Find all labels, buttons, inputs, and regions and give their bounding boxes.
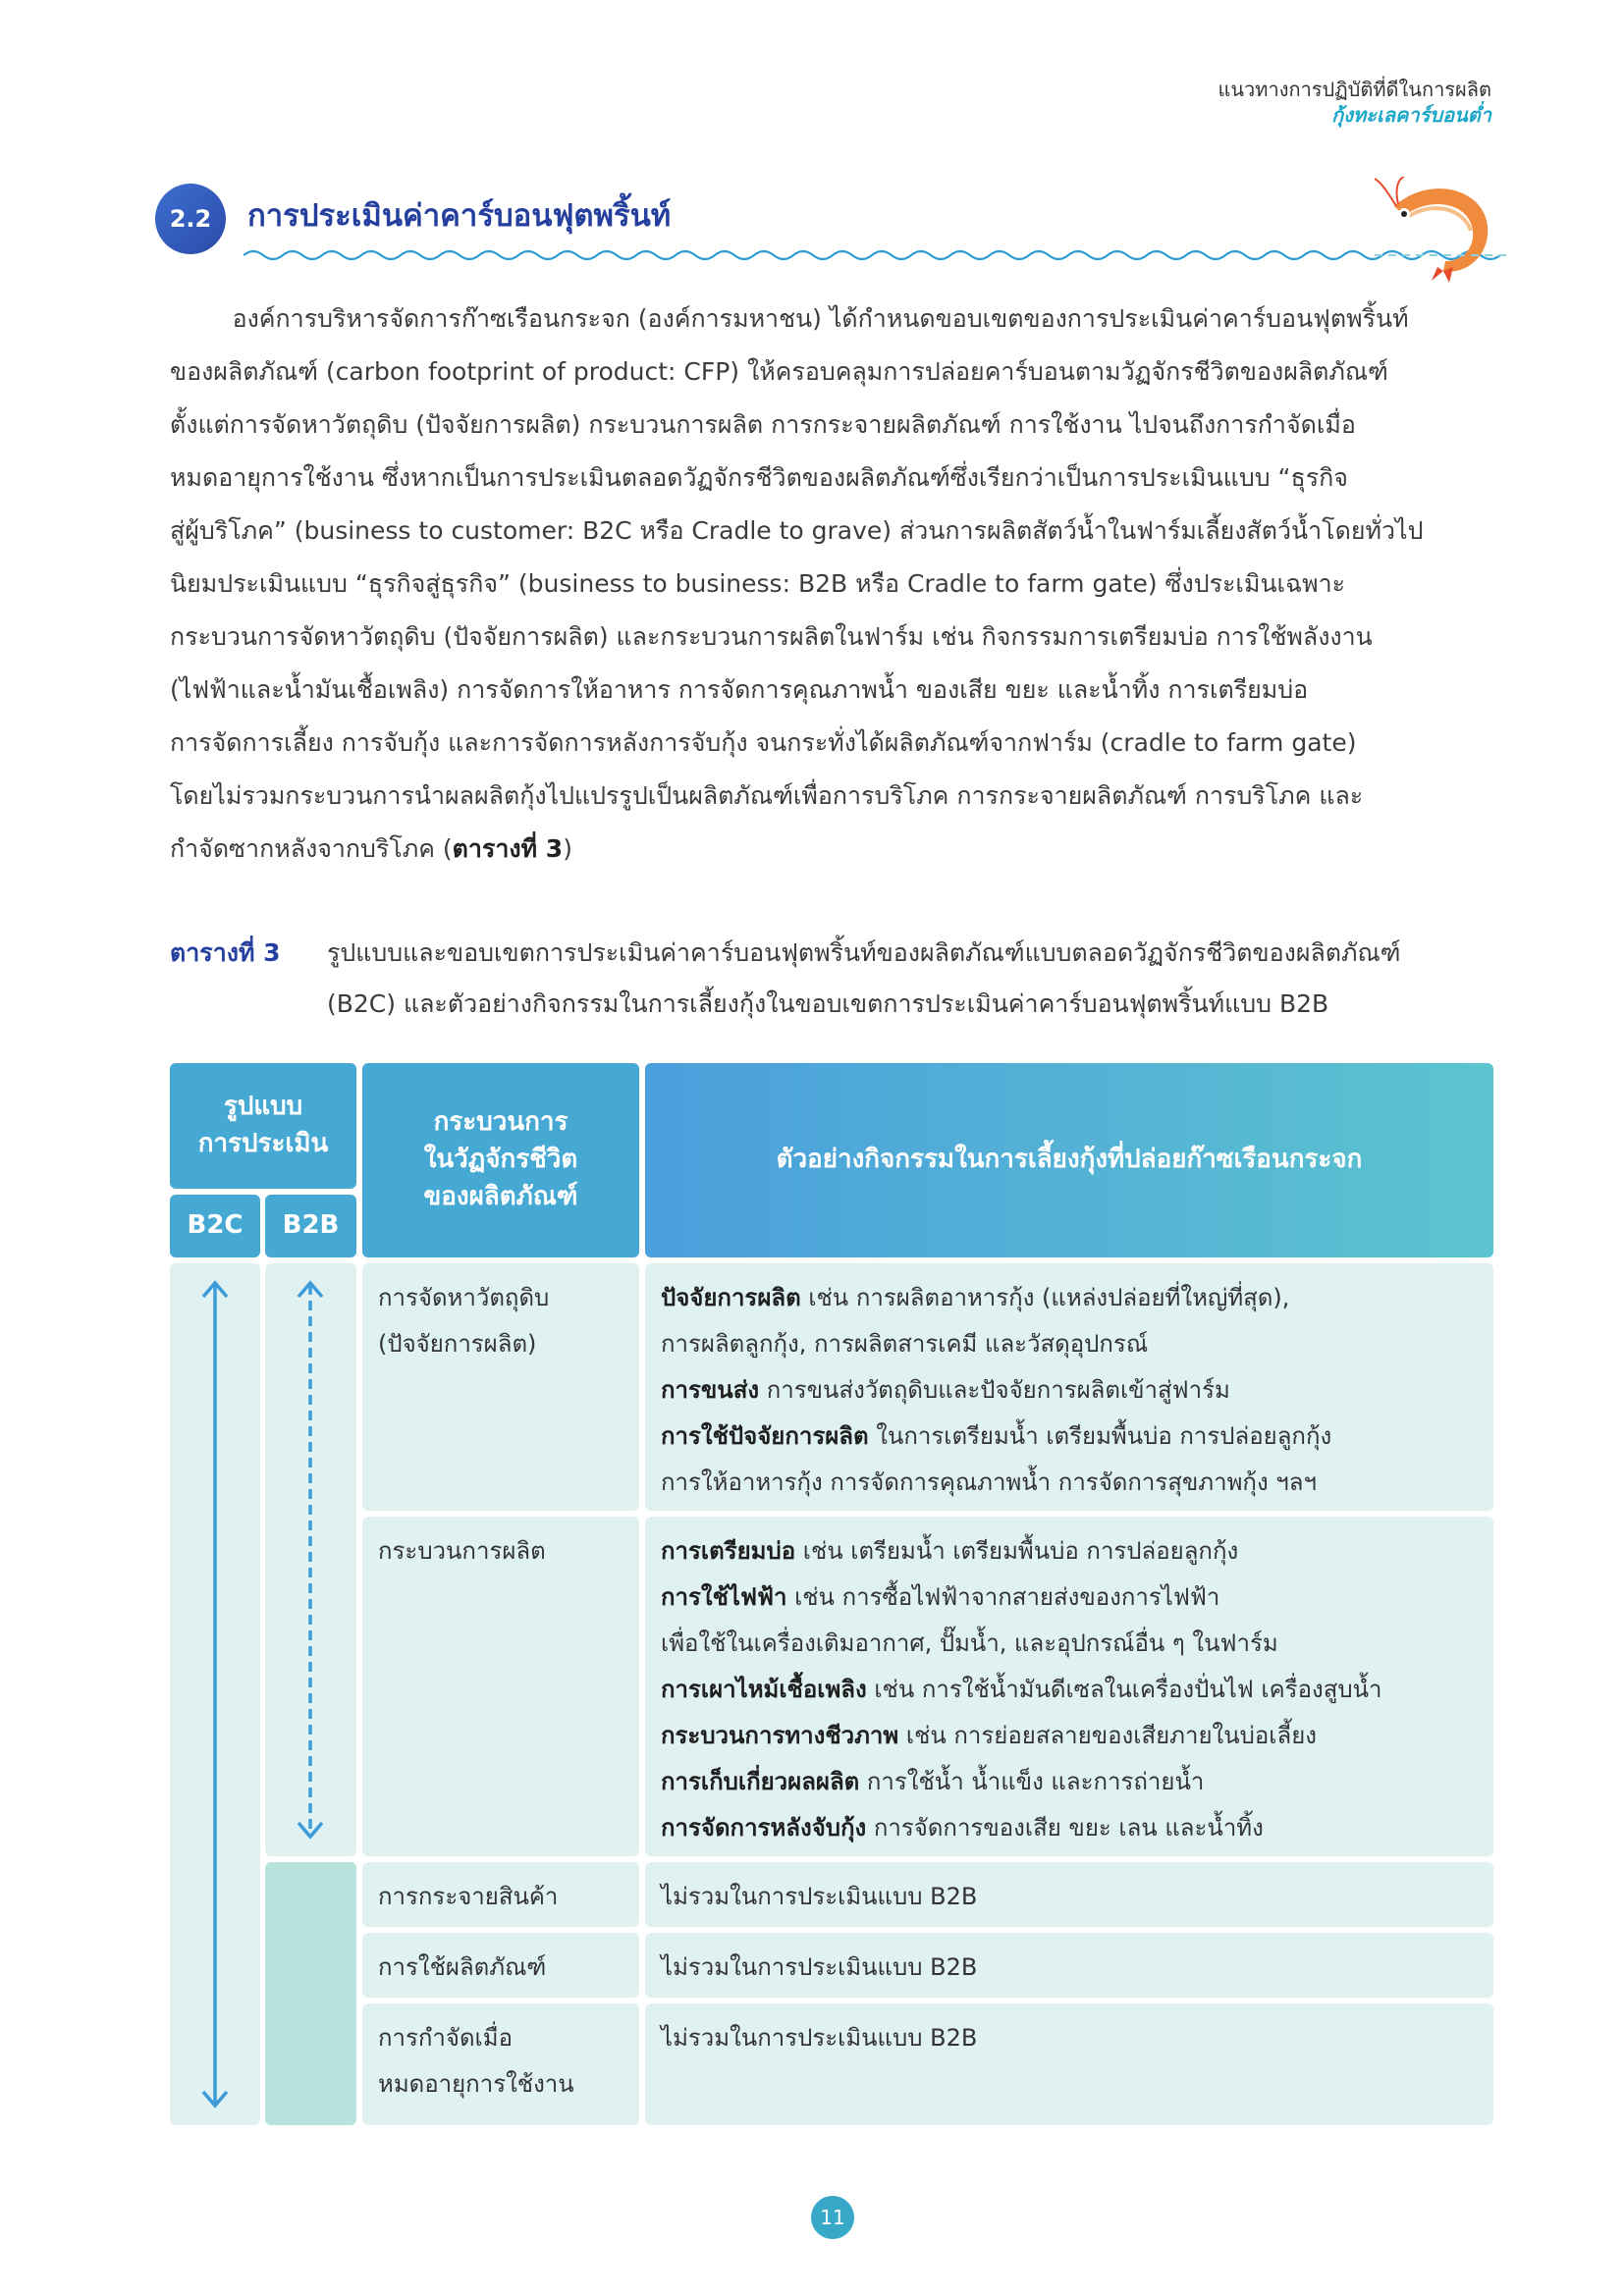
process-cell-disposal [362, 2003, 639, 2125]
activity-line [661, 1667, 1478, 1713]
b2b-scope-arrow [265, 1263, 356, 1856]
activity-bold: ปัจจัยการผลิต [661, 1284, 801, 1311]
cfp-scope-table [170, 1063, 1493, 2125]
activity-line [661, 1621, 1478, 1667]
table-reference: ตารางที่ 3 [452, 834, 564, 863]
activity-cell-use [645, 1933, 1493, 1998]
section-title: การประเมินค่าคาร์บอนฟุตพริ้นท์ [247, 198, 672, 234]
header-process [362, 1063, 639, 1257]
paragraph-line: กระบวนการจัดหาวัตถุดิบ (ปัจจัยการผลิต) และกระบวนการผลิตในฟาร์ม เช่น กิจกรรมการเตรียมบ่อ การใช้พลังงาน [170, 622, 1373, 651]
paragraph-line: ของผลิตภัณฑ์ (carbon footprint of product: CFP) ให้ครอบคลุมการปล่อยคาร์บอนตามวัฏจักรชีวิตของผลิตภัณฑ์ [170, 357, 1388, 386]
process-cell-distribution [362, 1862, 639, 1927]
process-cell-production [362, 1517, 639, 1856]
activity-cell-disposal [645, 2003, 1493, 2125]
activity-bold: การเตรียมบ่อ [661, 1537, 796, 1565]
activity-cell-production [645, 1517, 1493, 1856]
process-cell-use [362, 1933, 639, 1998]
activity-cell-distribution [645, 1862, 1493, 1927]
table-caption-line1: รูปแบบและขอบเขตการประเมินค่าคาร์บอนฟุตพริ้นท์ของผลิตภัณฑ์แบบตลอดวัฏจักรชีวิตของผลิตภัณฑ์ [327, 938, 1401, 967]
activity-line [661, 1759, 1478, 1805]
header-b2b: B2B [265, 1195, 356, 1257]
paragraph-last-prefix: กำจัดซากหลังจากบริโภค ( [170, 834, 453, 863]
activity-text: การใช้น้ำ น้ำแข็ง และการถ่ายน้ำ [859, 1768, 1205, 1795]
header-b2c: B2C [170, 1195, 260, 1257]
process-label: การกำจัดเมื่อ [378, 2024, 513, 2052]
activity-line [661, 1805, 1478, 1851]
process-label: การจัดหาวัตถุดิบ [378, 1284, 550, 1311]
activity-bold: การเก็บเกี่ยวผลผลิต [661, 1768, 860, 1795]
activity-text: เช่น เตรียมน้ำ เตรียมพื้นบ่อ การปล่อยลูกกุ้ง [795, 1537, 1239, 1565]
activity-text: เช่น การผลิตอาหารกุ้ง (แหล่งปล่อยที่ใหญ่ที่สุด), [800, 1284, 1290, 1311]
running-header [1218, 77, 1491, 128]
activity-line [661, 1275, 1478, 1321]
paragraph-line: นิยมประเมินแบบ “ธุรกิจสู่ธุรกิจ” (business to business: B2B หรือ Cradle to farm gate) ซึ่งประเมินเฉพาะ [170, 569, 1346, 598]
activity-line: ไม่รวมในการประเมินแบบ B2B [661, 1883, 978, 1910]
activity-line [661, 1367, 1478, 1414]
activity-line [661, 1321, 1478, 1367]
table-caption-label: ตารางที่ 3 [170, 938, 281, 967]
header-process-line1: กระบวนการ [433, 1107, 568, 1138]
shrimp-icon [1375, 177, 1512, 285]
activity-bold: การจัดการหลังจับกุ้ง [661, 1814, 867, 1842]
paragraph-line: สู่ผู้บริโภค” (business to customer: B2C หรือ Cradle to grave) ส่วนการผลิตสัตว์น้ำในฟาร์มเลี้ยงสัตว์น้ำโดยทั่วไป [170, 516, 1424, 545]
activity-bold: การใช้ไฟฟ้า [661, 1583, 787, 1611]
b2c-scope-arrow [170, 1263, 260, 2125]
activity-cell-raw-material [645, 1263, 1493, 1511]
activity-line [661, 1528, 1478, 1575]
process-label: การกระจายสินค้า [378, 1883, 559, 1910]
table-caption-line2: (B2C) และตัวอย่างกิจกรรมในการเลี้ยงกุ้งในขอบเขตการประเมินค่าคาร์บอนฟุตพริ้นท์แบบ B2B [327, 989, 1329, 1018]
activity-text: ในการเตรียมน้ำ เตรียมพื้นบ่อ การปล่อยลูกกุ้ง [868, 1422, 1332, 1450]
paragraph-line: การจัดการเลี้ยง การจับกุ้ง และการจัดการหลังการจับกุ้ง จนกระทั่งได้ผลิตภัณฑ์จากฟาร์ม (cradle to farm gate) [170, 728, 1357, 757]
paragraph-last-suffix: ) [563, 834, 572, 863]
activity-line [661, 1575, 1478, 1621]
header-process-line3: ของผลิตภัณฑ์ [423, 1181, 578, 1211]
section-number-badge: 2.2 [155, 184, 226, 254]
process-label: การใช้ผลิตภัณฑ์ [378, 1953, 547, 1981]
table-caption [170, 928, 1495, 1030]
header-model-line2: การประเมิน [197, 1129, 329, 1158]
activity-text: การจัดการของเสีย ขยะ เลน และน้ำทิ้ง [866, 1814, 1264, 1842]
header-model-line1: รูปแบบ [223, 1092, 303, 1122]
activity-line [661, 1713, 1478, 1759]
paragraph-line: โดยไม่รวมกระบวนการนำผลผลิตกุ้งไปแปรรูปเป็นผลิตภัณฑ์เพื่อการบริโภค การกระจายผลิตภัณฑ์ การบริโภค และ [170, 781, 1364, 810]
page-number: 11 [811, 2196, 854, 2239]
paragraph-line: ตั้งแต่การจัดหาวัตถุดิบ (ปัจจัยการผลิต) กระบวนการผลิต การกระจายผลิตภัณฑ์ การใช้งาน ไปจนถึงการกำจัดเมื่อ [170, 410, 1356, 439]
paragraph-last-line [170, 823, 1486, 876]
activity-text: การให้อาหารกุ้ง การจัดการคุณภาพน้ำ การจัดการสุขภาพกุ้ง ฯลฯ [661, 1468, 1317, 1496]
header-activity: ตัวอย่างกิจกรรมในการเลี้ยงกุ้งที่ปล่อยก๊าซเรือนกระจก [645, 1063, 1493, 1257]
activity-line [661, 1460, 1478, 1506]
activity-bold: การขนส่ง [661, 1376, 760, 1404]
activity-text: เช่น การซื้อไฟฟ้าจากสายส่งของการไฟฟ้า [786, 1583, 1220, 1611]
activity-text: การผลิตลูกกุ้ง, การผลิตสารเคมี และวัสดุอุปกรณ์ [661, 1330, 1149, 1358]
activity-text: เช่น การย่อยสลายของเสียภายในบ่อเลี้ยง [898, 1722, 1317, 1749]
activity-line: ไม่รวมในการประเมินแบบ B2B [661, 2024, 978, 2052]
activity-text: เช่น การใช้น้ำมันดีเซลในเครื่องปั่นไฟ เครื่องสูบน้ำ [866, 1676, 1382, 1703]
activity-text: เพื่อใช้ในเครื่องเติมอากาศ, ปั๊มน้ำ, และอุปกรณ์อื่น ๆ ในฟาร์ม [661, 1629, 1278, 1657]
activity-text: การขนส่งวัตถุดิบและปัจจัยการผลิตเข้าสู่ฟาร์ม [759, 1376, 1230, 1404]
paragraph-line: (ไฟฟ้าและน้ำมันเชื้อเพลิง) การจัดการให้อาหาร การจัดการคุณภาพน้ำ ของเสีย ขยะ และน้ำทิ้ง การเตรียมบ่อ [170, 675, 1309, 704]
paragraph-line: หมดอายุการใช้งาน ซึ่งหากเป็นการประเมินตลอดวัฏจักรชีวิตของผลิตภัณฑ์ซึ่งเรียกว่าเป็นการประเมินแบบ “ธุรกิจ [170, 463, 1348, 492]
header-process-line2: ในวัฏจักรชีวิต [423, 1145, 578, 1175]
running-header-line2: กุ้งทะเลคาร์บอนต่ำ [1331, 103, 1491, 127]
activity-line: ไม่รวมในการประเมินแบบ B2B [661, 1953, 978, 1981]
process-label: (ปัจจัยการผลิต) [378, 1330, 537, 1358]
header-assessment-model [170, 1063, 356, 1189]
process-label: กระบวนการผลิต [378, 1537, 546, 1565]
running-header-line1: แนวทางการปฏิบัติที่ดีในการผลิต [1218, 78, 1491, 101]
activity-line [661, 1414, 1478, 1460]
process-cell-raw-material [362, 1263, 639, 1511]
process-label: หมดอายุการใช้งาน [378, 2070, 574, 2098]
b2b-excluded-column [265, 1862, 356, 2125]
body-paragraph [170, 293, 1486, 876]
paragraph-line: องค์การบริหารจัดการก๊าซเรือนกระจก (องค์การมหาชน) ได้กำหนดขอบเขตของการประเมินค่าคาร์บอนฟุตพริ้นท์ [170, 304, 1409, 333]
wavy-divider [244, 247, 1500, 263]
activity-bold: การใช้ปัจจัยการผลิต [661, 1422, 869, 1450]
activity-bold: การเผาไหม้เชื้อเพลิง [661, 1676, 867, 1703]
activity-bold: กระบวนการทางชีวภาพ [661, 1722, 899, 1749]
